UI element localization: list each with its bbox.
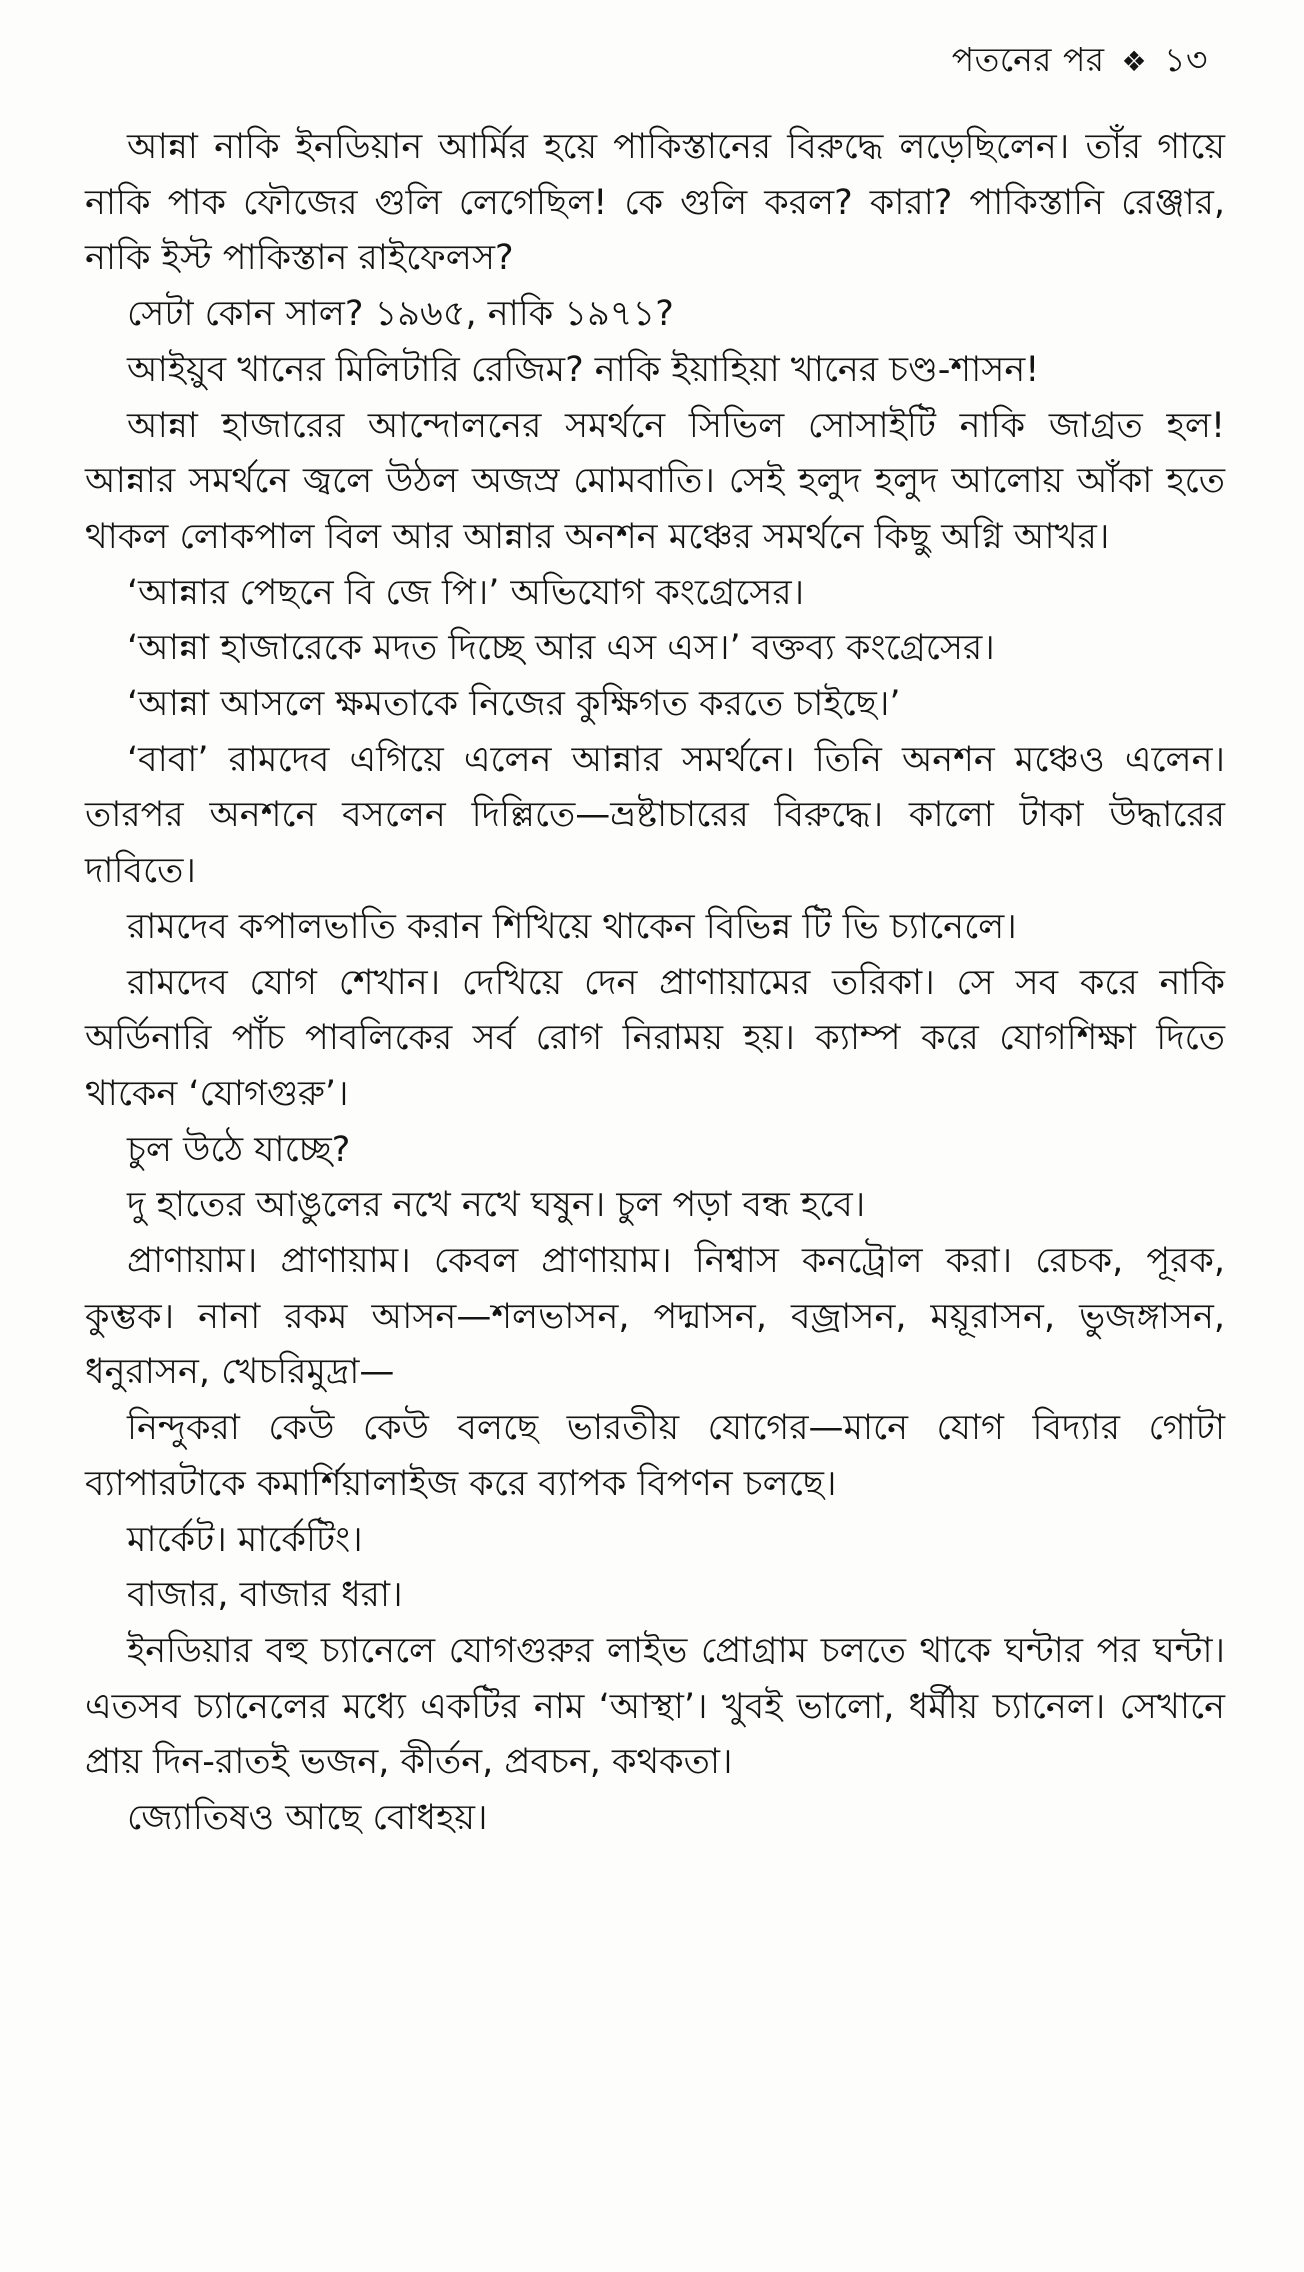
paragraph: ‘আন্না আসলে ক্ষমতাকে নিজের কুক্ষিগত করতে চাইছে।’ <box>127 684 901 725</box>
paragraph: মার্কেট। মার্কেটিং। <box>127 1519 363 1560</box>
paragraph: নিন্দুকরা কেউ কেউ বলছে ভারতীয় যোগের—মানে যোগ বিদ্যার গোটা ব্যাপারটাকে কমার্শিয়ালাইজ করে ব্যাপক বিপণন চলছে। <box>85 1408 1225 1504</box>
body-text <box>85 120 1225 1847</box>
paragraph: বাজার, বাজার ধরা। <box>127 1575 403 1616</box>
paragraph: জ্যোতিষও আছে বোধহয়। <box>127 1798 488 1839</box>
paragraph: আন্না হাজারের আন্দোলনের সমর্থনে সিভিল সোসাইটি নাকি জাগ্রত হল! আন্নার সমর্থনে জ্বলে উঠল অজস্র মোমবাতি। সেই হলুদ হলুদ আলোয় আঁকা হতে থাকল লোকপাল বিল আর আন্নার অনশন মঞ্চের সমর্থনে কিছু অগ্নি আখর। <box>85 405 1225 557</box>
paragraph: প্রাণায়াম। প্রাণায়াম। কেবল প্রাণায়াম। নিশ্বাস কনট্রোল করা। রেচক, পূরক, কুম্ভক। নানা রকম আসন—শলভাসন, পদ্মাসন, বজ্রাসন, ময়ূরাসন, ভুজঙ্গাসন, ধনুরাসন, খেচরিমুদ্রা— <box>85 1241 1225 1393</box>
paragraph: রামদেব যোগ শেখান। দেখিয়ে দেন প্রাণায়ামের তরিকা। সে সব করে নাকি অর্ডিনারি পাঁচ পাবলিকের সর্ব রোগ নিরাময় হয়। ক্যাম্প করে যোগশিক্ষা দিতে থাকেন ‘যোগগুরু’। <box>85 962 1225 1114</box>
paragraph: ‘আন্নার পেছনে বি জে পি।’ অভিযোগ কংগ্রেসের। <box>127 572 805 613</box>
running-header <box>952 40 1208 82</box>
ornament-separator-icon: ❖ <box>1121 45 1148 78</box>
page-number: ১৩ <box>1164 40 1208 79</box>
chapter-title: পতনের পর <box>951 40 1105 79</box>
paragraph: রামদেব কপালভাতি করান শিখিয়ে থাকেন বিভিন্ন টি ভি চ্যানেলে। <box>127 906 1017 947</box>
paragraph: ইনডিয়ার বহু চ্যানেলে যোগগুরুর লাইভ প্রোগ্রাম চলতে থাকে ঘন্টার পর ঘন্টা। এতসব চ্যানেলের মধ্যে একটির নাম ‘আস্থা’। খুবই ভালো, ধর্মীয় চ্যানেল। সেখানে প্রায় দিন-রাতই ভজন, কীর্তন, প্রবচন, কথকতা। <box>85 1630 1225 1783</box>
paragraph: দু হাতের আঙুলের নখে নখে ঘষুন। চুল পড়া বন্ধ হবে। <box>127 1185 866 1226</box>
paragraph: ‘বাবা’ রামদেব এগিয়ে এলেন আন্নার সমর্থনে। তিনি অনশন মঞ্চেও এলেন। তারপর অনশনে বসলেন দিল্লিতে—ভ্রষ্টাচারের বিরুদ্ধে। কালো টাকা উদ্ধারের দাবিতে। <box>85 739 1225 892</box>
paragraph: চুল উঠে যাচ্ছে? <box>127 1129 351 1170</box>
paragraph: ‘আন্না হাজারেকে মদত দিচ্ছে আর এস এস।’ বক্তব্য কংগ্রেসের। <box>127 628 995 669</box>
paragraph: আইয়ুব খানের মিলিটারি রেজিম? নাকি ইয়াহিয়া খানের চণ্ড-শাসন! <box>127 349 1040 390</box>
paragraph: আন্না নাকি ইনডিয়ান আর্মির হয়ে পাকিস্তানের বিরুদ্ধে লড়েছিলেন। তাঁর গায়ে নাকি পাক ফৌজের গুলি লেগেছিল! কে গুলি করল? কারা? পাকিস্তানি রেঞ্জার, নাকি ইস্ট পাকিস্তান রাইফেলস? <box>85 127 1225 279</box>
paragraph: সেটা কোন সাল? ১৯৬৫, নাকি ১৯৭১? <box>127 294 674 335</box>
